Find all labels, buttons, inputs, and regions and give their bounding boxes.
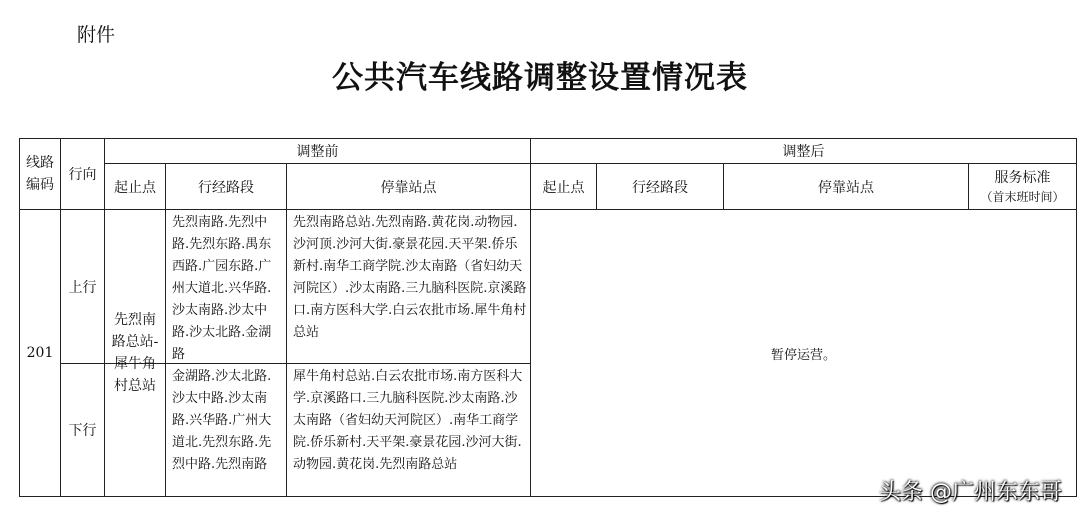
up-stops-cell: 先烈南路总站.先烈南路.黄花岗.动物园.沙河顶.沙河大街.豪景花园.天平架.侨乐新村.南华工商学院.沙太南路（省妇幼天河院区）.沙太南路.三九脑科医院.京溪路口.南方医科大学.白云农批市场.犀牛角村总站 [293,215,527,340]
header-direction: 行向 [68,167,97,183]
header-after-roads: 行经路段 [632,179,688,196]
header-before-terminals: 起止点 [114,179,156,196]
attachment-label: 附件 [77,24,116,46]
up-roads-cell: 先烈南路.先烈中路.先烈东路.禺东西路.广园东路.广州大道北.兴华路.沙太南路.沙太中路.沙太北路.金湖路 [172,215,272,362]
header-after-stops: 停靠站点 [818,179,874,196]
header-before-roads: 行经路段 [198,179,254,196]
service-time-label: （首末班时间） [980,189,1065,204]
header-before-stops: 停靠站点 [380,179,437,196]
header-after-terminals: 起止点 [542,179,585,196]
table-border-right [1076,138,1077,497]
terminals-cell: 先烈南路总站-犀牛角村总站 [111,312,159,394]
header-after: 调整后 [782,144,825,160]
after-adjustment-note: 暂停运营。 [770,347,836,363]
direction-up: 上行 [68,279,97,296]
watermark: 头条 @广州东东哥 [879,480,1062,505]
header-service-standard [969,164,1076,209]
down-roads-cell: 金湖路.沙太北路.沙太中路.沙太南路.兴华路.广州大道北.先烈东路.先烈中路.先烈南路 [172,369,272,472]
service-standard-label: 服务标准 [994,169,1051,186]
header-route-code: 线路编码 [26,155,54,193]
down-stops-cell: 犀牛角村总站.白云农批市场.南方医科大学.京溪路口.三九脑科医院.沙太南路.沙太南路（省妇幼天河院区）.南华工商学院.侨乐新村.天平架.豪景花园.沙河大街.动物园.黄花岗.先烈南路总站 [293,369,523,472]
page-title: 公共汽车线路调整设置情况表 [332,60,748,96]
header-before: 调整前 [296,144,339,160]
route-code-cell: 201 [26,345,54,361]
direction-down: 下行 [68,423,97,439]
